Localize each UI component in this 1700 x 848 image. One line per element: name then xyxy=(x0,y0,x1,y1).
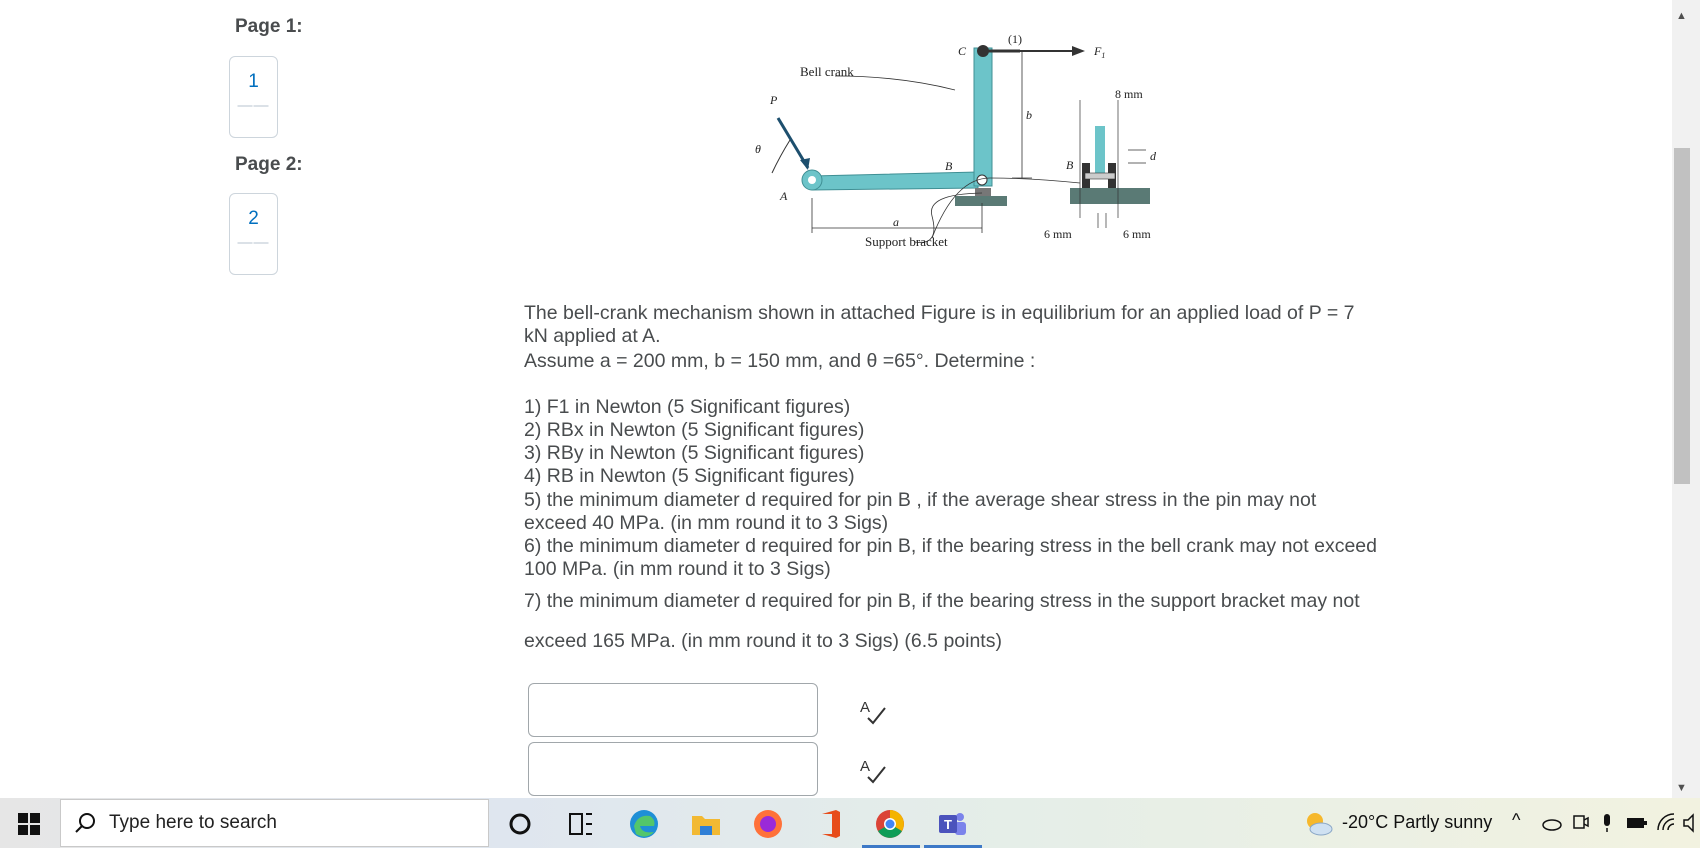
label-F1: $F_1$ xyxy=(1094,44,1106,60)
spellcheck-icon[interactable] xyxy=(858,696,888,726)
label-6mm-left: 6 mm xyxy=(1044,227,1072,241)
battery-icon[interactable] xyxy=(1626,816,1648,830)
label-P: P xyxy=(770,93,778,107)
microphone-icon[interactable] xyxy=(1600,812,1614,834)
task-view-icon[interactable] xyxy=(562,806,598,842)
answer-input-1[interactable] xyxy=(528,683,818,737)
meet-now-icon[interactable] xyxy=(1572,812,1590,834)
page-2-number: 2 xyxy=(248,208,259,229)
question-item-3: 3) RBy in Newton (5 Significant figures) xyxy=(524,442,865,464)
page-1-link[interactable] xyxy=(229,56,278,138)
onedrive-icon[interactable] xyxy=(1540,814,1562,832)
question-item-5a: 5) the minimum diameter d required for pin B , if the average shear stress in the pin may not xyxy=(524,489,1317,511)
chevron-up-icon[interactable]: ^ xyxy=(1512,810,1521,830)
office-icon[interactable] xyxy=(812,806,848,842)
label-b: b xyxy=(1026,108,1032,122)
windows-start-icon[interactable] xyxy=(18,813,40,835)
firefox-icon[interactable] xyxy=(750,806,786,842)
label-6mm-right: 6 mm xyxy=(1123,227,1151,241)
label-B-detail: B xyxy=(1066,158,1074,172)
question-item-5b: exceed 40 MPa. (in mm round it to 3 Sigs) xyxy=(524,512,889,534)
label-bell-crank: Bell crank xyxy=(800,64,854,79)
weather-partly-sunny-icon[interactable] xyxy=(1302,808,1334,840)
label-C: C xyxy=(958,44,967,58)
svg-text:A: A xyxy=(860,699,871,716)
label-a: a xyxy=(893,215,899,229)
label-d: d xyxy=(1150,149,1156,163)
label-member-1: (1) xyxy=(1008,32,1022,46)
question-item-4: 4) RB in Newton (5 Significant figures) xyxy=(524,465,855,487)
scroll-up-icon[interactable]: ▲ xyxy=(1676,10,1687,22)
volume-icon[interactable] xyxy=(1682,813,1696,833)
question-line-2: kN applied at A. xyxy=(524,325,661,347)
chrome-icon[interactable] xyxy=(872,806,908,842)
cortana-icon[interactable] xyxy=(502,806,538,842)
file-explorer-icon[interactable] xyxy=(688,806,724,842)
bell-crank-figure xyxy=(750,28,1190,274)
question-item-6a: 6) the minimum diameter d required for pin B, if the bearing stress in the bell crank may not exceed xyxy=(524,535,1377,557)
wifi-icon[interactable] xyxy=(1656,812,1676,832)
answer-input-2[interactable] xyxy=(528,742,818,796)
teams-icon[interactable] xyxy=(934,806,970,842)
page-2-label: Page 2: xyxy=(235,154,303,175)
question-item-2: 2) RBx in Newton (5 Significant figures) xyxy=(524,419,865,441)
scrollbar-thumb[interactable] xyxy=(1674,148,1690,484)
question-line-1: The bell-crank mechanism shown in attached Figure is in equilibrium for an applied load of P = 7 xyxy=(524,302,1355,324)
page-1-label: Page 1: xyxy=(235,16,303,37)
label-8mm: 8 mm xyxy=(1115,87,1143,101)
svg-text:T: T xyxy=(944,817,952,832)
page-2-link[interactable] xyxy=(229,193,278,275)
question-line-3: Assume a = 200 mm, b = 150 mm, and θ =65°. Determine : xyxy=(524,350,1036,372)
label-B: B xyxy=(945,159,953,173)
question-item-7a: 7) the minimum diameter d required for pin B, if the bearing stress in the support bracket may not xyxy=(524,590,1360,612)
page-1-dash: —— xyxy=(237,97,270,114)
search-placeholder: Type here to search xyxy=(109,812,277,833)
label-A: A xyxy=(780,189,788,203)
spellcheck-icon[interactable] xyxy=(858,755,888,785)
edge-icon[interactable] xyxy=(626,806,662,842)
search-icon xyxy=(74,812,96,834)
label-support-bracket: Support bracket xyxy=(865,234,948,249)
question-item-7b: exceed 165 MPa. (in mm round it to 3 Sigs) (6.5 points) xyxy=(524,630,1002,652)
question-item-1: 1) F1 in Newton (5 Significant figures) xyxy=(524,396,851,418)
page-1-number: 1 xyxy=(248,71,259,92)
scroll-down-icon[interactable]: ▼ xyxy=(1676,782,1687,794)
weather-text[interactable]: -20°C Partly sunny xyxy=(1342,812,1493,832)
label-theta: θ xyxy=(755,142,761,156)
svg-text:A: A xyxy=(860,758,871,775)
page-2-dash: —— xyxy=(237,234,270,251)
question-item-6b: 100 MPa. (in mm round it to 3 Sigs) xyxy=(524,558,831,580)
